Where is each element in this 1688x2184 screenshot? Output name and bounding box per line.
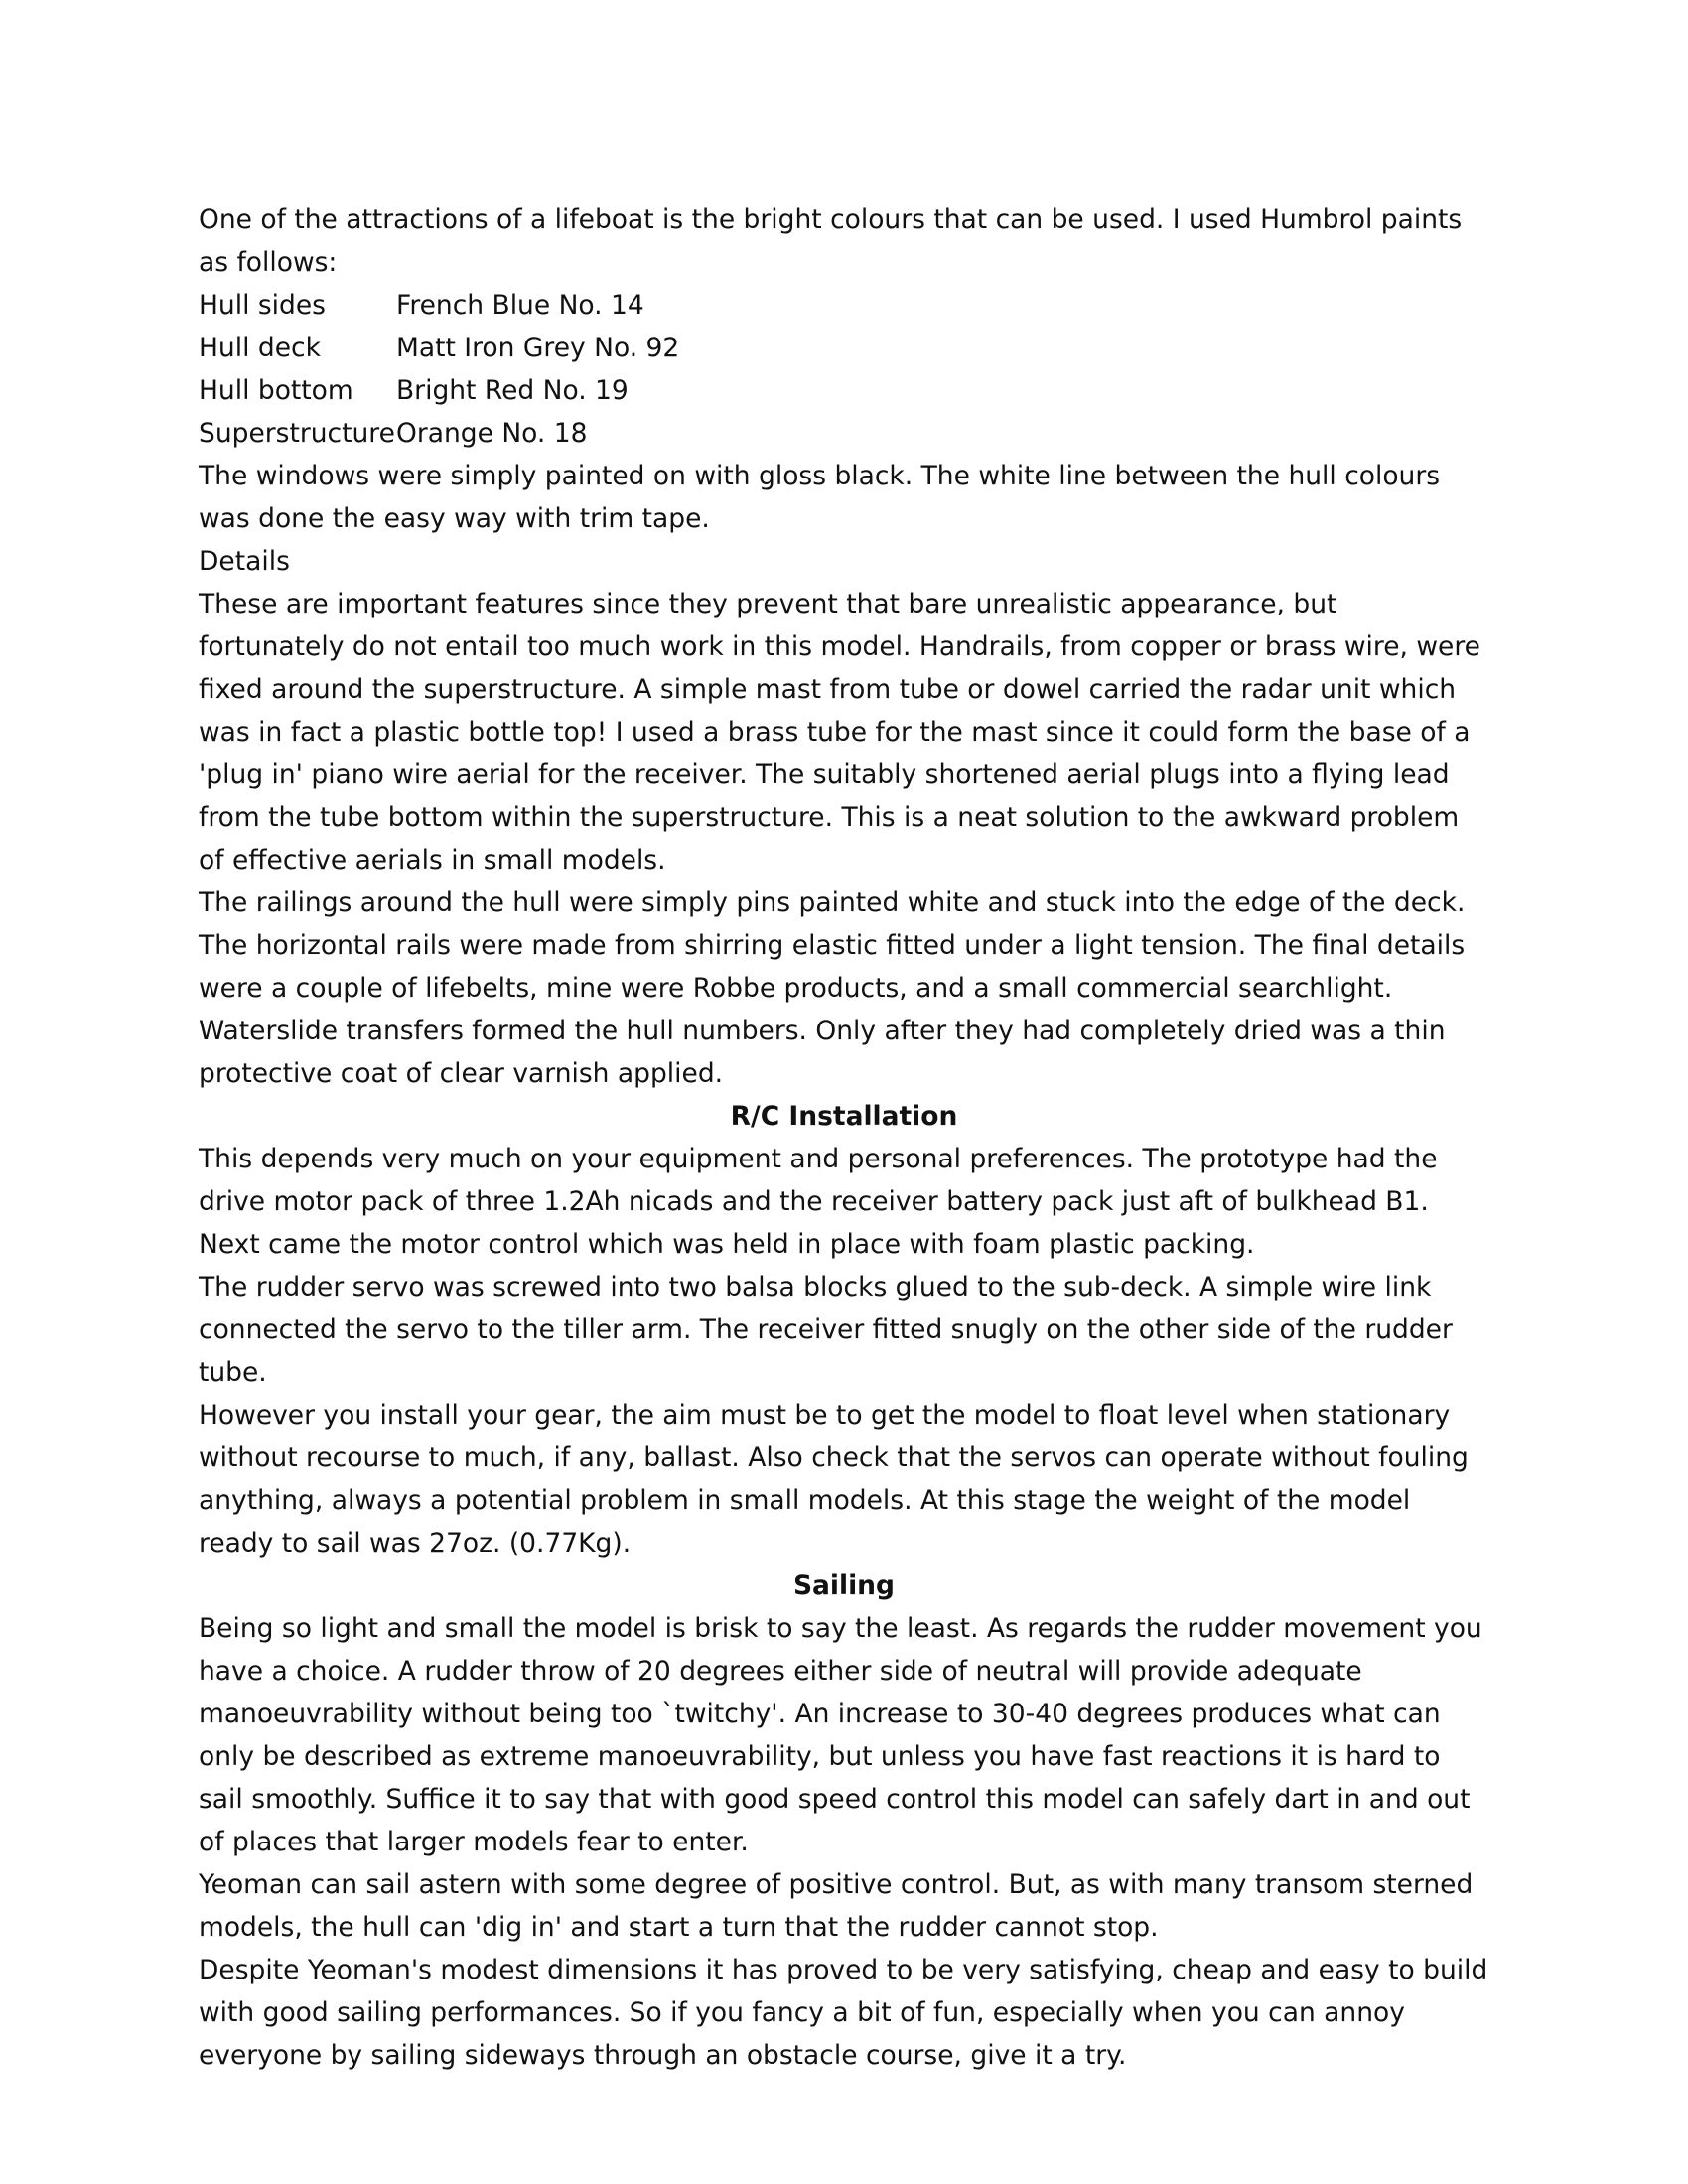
paint-color-value: Bright Red No. 19 — [396, 375, 629, 406]
paint-color-value: Orange No. 18 — [396, 418, 588, 449]
paint-part-label: Hull bottom — [199, 375, 353, 406]
sailing-heading: Sailing — [792, 1570, 896, 1601]
sailing-paragraph: Yeoman can sail astern with some degree of positive control. But, as with many transom sterned models, the hull can 'dig in' and start a turn that the rudder cannot stop. — [199, 1869, 1474, 1943]
intro-paragraph: One of the attractions of a lifeboat is the bright colours that can be used. I used Humbrol paints as follows: — [199, 205, 1463, 278]
rc-paragraph: This depends very much on your equipment and personal preferences. The prototype had the drive motor pack of three 1.2Ah nicads and the receiver battery pack just aft of bulkhead B1. Next came the motor control which was held in place with foam plastic packing. — [199, 1144, 1438, 1260]
paint-color-value: Matt Iron Grey No. 92 — [396, 333, 680, 363]
sailing-paragraph: Being so light and small the model is brisk to say the least. As regards the rudder movement you have a choice. A rudder throw of 20 degrees either side of neutral will provide adequate manoeuvrability without being too `twitchy'. An increase to 30-40 degrees produces what can only be described as extreme manoeuvrability, but unless you have fast reactions it is hard to sail smoothly. Suffice it to say that with good speed control this model can safely dart in and out of places that larger models fear to enter. — [199, 1613, 1482, 1857]
rc-installation-heading: R/C Installation — [730, 1101, 958, 1132]
details-paragraph: These are important features since they prevent that bare unrealistic appearance, but fortunately do not entail too much work in this model. Handrails, from copper or brass wire, were fixed around the superstructure. A simple mast from tube or dowel carried the radar unit which was in fact a plastic bottle top! I used a brass tube for the mast since it could form the base of a 'plug in' piano wire aerial for the receiver. The suitably shortened aerial plugs into a flying lead from the tube bottom within the superstructure. This is a neat solution to the awkward problem of effective aerials in small models. — [199, 589, 1480, 876]
document-page — [199, 199, 1489, 2077]
details-paragraph: Waterslide transfers formed the hull numbers. Only after they had completely dried was a thin protective coat of clear varnish applied. — [199, 1016, 1446, 1089]
sailing-paragraph: Despite Yeoman's modest dimensions it has proved to be very satisfying, cheap and easy to build with good sailing performances. So if you fancy a bit of fun, especially when you can annoy everyone by sailing sideways through an obstacle course, give it a try. — [199, 1955, 1488, 2071]
paint-part-label: Superstructure — [199, 418, 395, 449]
details-heading: Details — [199, 546, 290, 577]
paint-part-label: Hull deck — [199, 333, 321, 363]
paint-list — [199, 284, 1489, 455]
paint-row — [199, 369, 1489, 412]
paint-color-value: French Blue No. 14 — [396, 290, 644, 321]
paint-part-label: Hull sides — [199, 290, 326, 321]
paint-row — [199, 412, 1489, 455]
paint-row — [199, 284, 1489, 327]
windows-paragraph: The windows were simply painted on with gloss black. The white line between the hull colours was done the easy way with trim tape. — [199, 461, 1441, 534]
paint-row — [199, 327, 1489, 369]
rc-paragraph: The rudder servo was screwed into two balsa blocks glued to the sub-deck. A simple wire link connected the servo to the tiller arm. The receiver fitted snugly on the other side of the rudder tube. — [199, 1272, 1453, 1388]
details-paragraph: The railings around the hull were simply pins painted white and stuck into the edge of the deck. The horizontal rails were made from shirring elastic fitted under a light tension. The final details were a couple of lifebelts, mine were Robbe products, and a small commercial searchlight. — [199, 887, 1466, 1004]
rc-paragraph: However you install your gear, the aim must be to get the model to float level when stationary without recourse to much, if any, ballast. Also check that the servos can operate without fouling anything, always a potential problem in small models. At this stage the weight of the model ready to sail was 27oz. (0.77Kg). — [199, 1400, 1469, 1559]
